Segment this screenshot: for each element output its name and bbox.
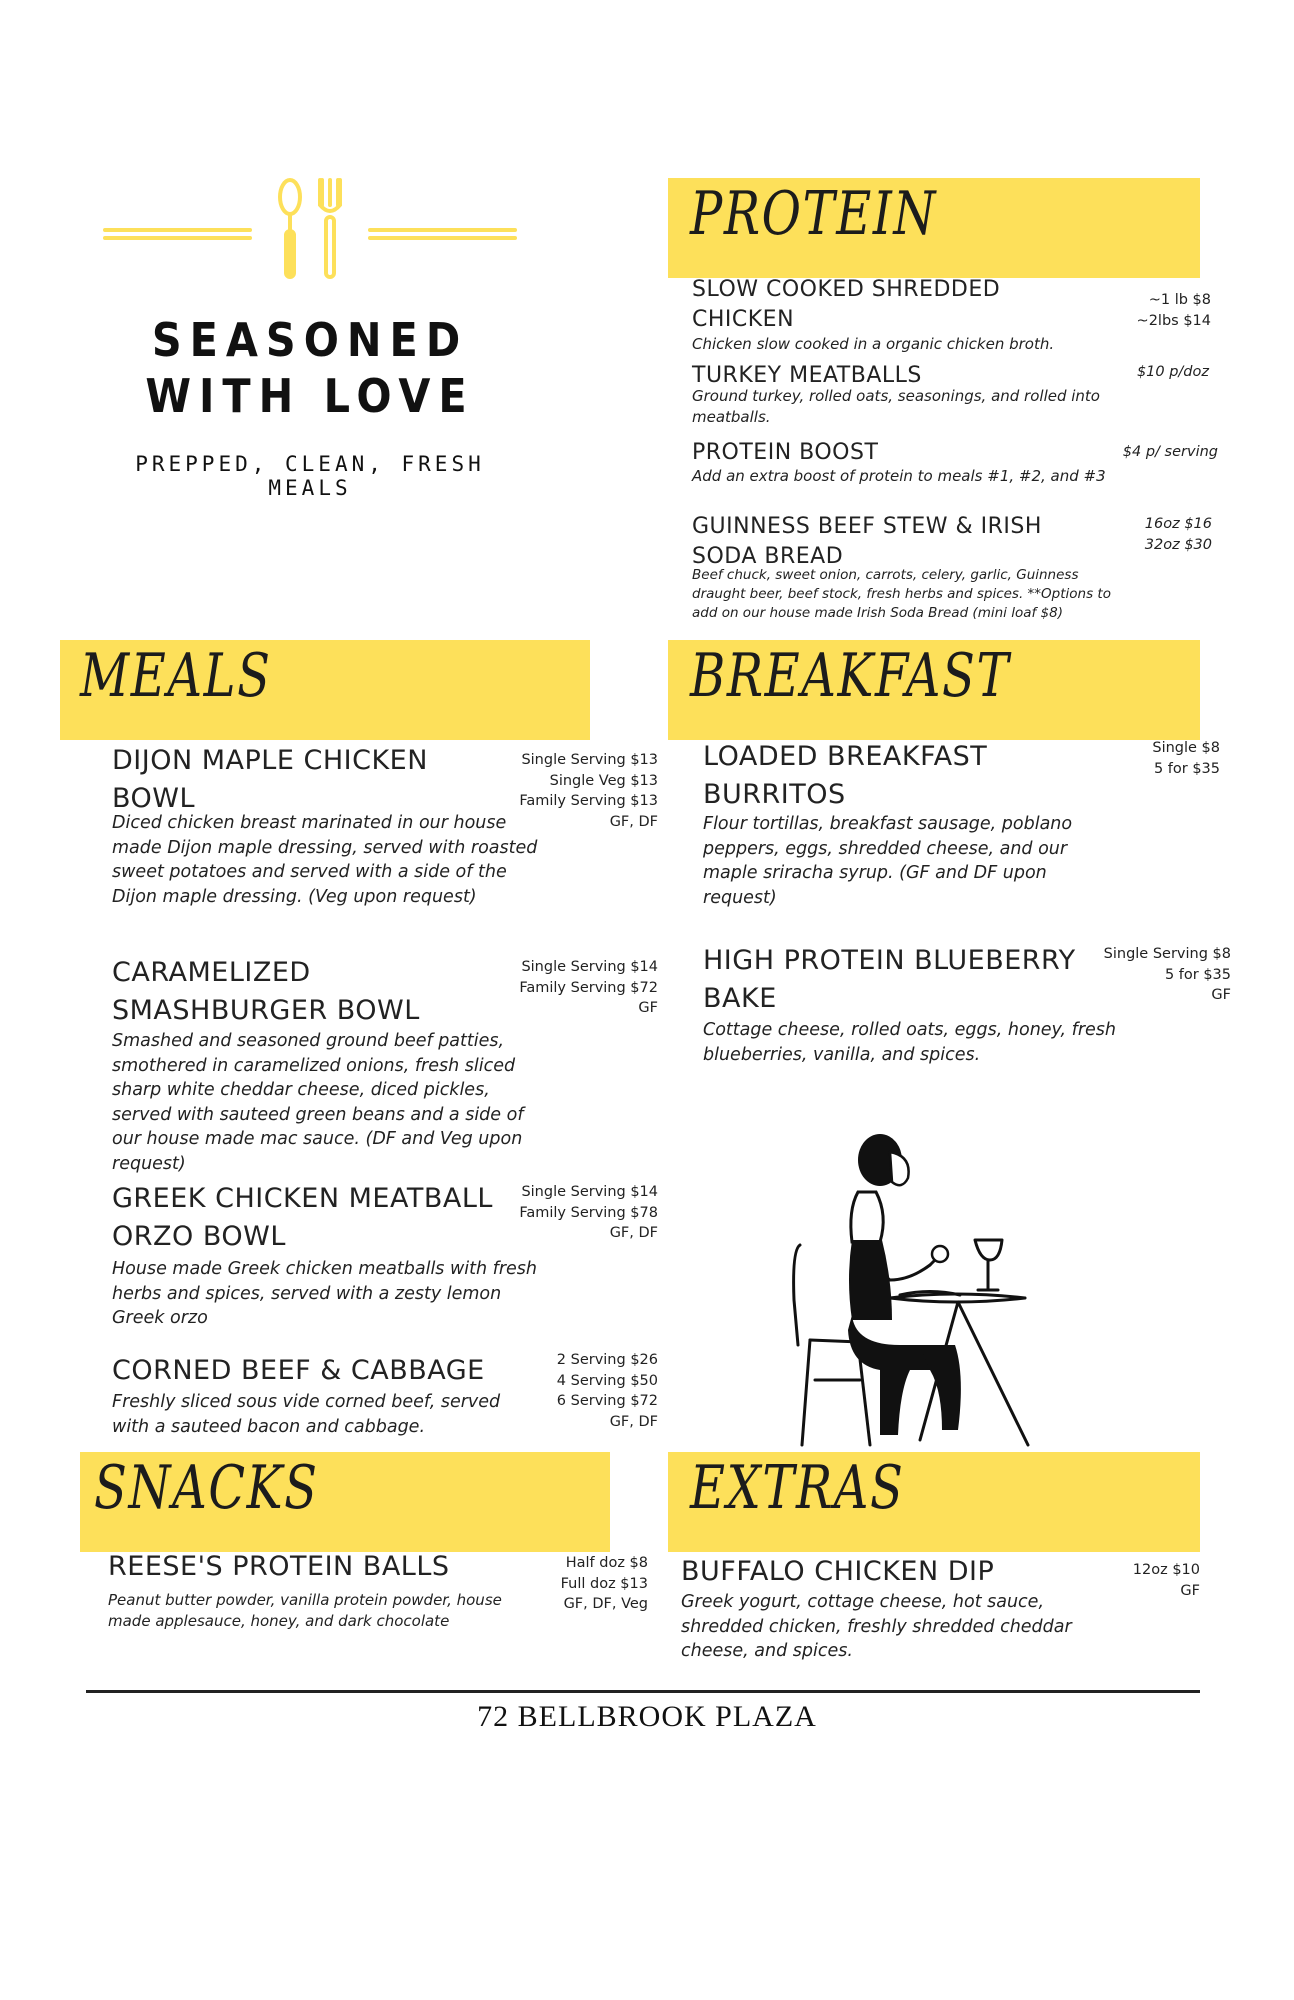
menu-item-price: Single Serving $13 Single Veg $13 Family Serving $13 GF, DF [519,752,658,830]
brand-tagline: PREPPED, CLEAN, FRESH MEALS [135,452,485,500]
logo [100,175,520,285]
brand-title: SEASONED WITH LOVE [145,313,475,423]
snacks-heading: SNACKS [94,1453,319,1523]
menu-item-description: Peanut butter powder, vanilla protein powder, house made applesauce, honey, and dark chocolate [108,1591,502,1630]
menu-item-description: Add an extra boost of protein to meals #1, #2, and #3 [692,467,1106,485]
menu-item-name: TURKEY MEATBALLS [692,363,922,388]
extras-heading-band [668,1452,1200,1552]
menu-item-name: SLOW COOKED SHREDDED CHICKEN [692,277,1001,332]
menu-item-description: Freshly sliced sous vide corned beef, served with a sauteed bacon and cabbage. [112,1392,501,1437]
menu-item-price: 12oz $10 GF [1132,1562,1200,1599]
menu-item-description: Flour tortillas, breakfast sausage, poblano peppers, eggs, shredded cheese, and our maple sriracha syrup. (GF and DF upon request) [703,814,1073,908]
breakfast-heading-band [668,640,1200,740]
snacks-heading-band [80,1452,610,1552]
footer-divider [86,1690,1200,1693]
menu-item-name: LOADED BREAKFAST BURRITOS [703,741,988,810]
menu-item-description: Ground turkey, rolled oats, seasonings, and rolled into meatballs. [692,387,1100,426]
menu-item-price: $4 p/ serving [1122,444,1218,460]
menu-item-description: Smashed and seasoned ground beef patties, smothered in caramelized onions, fresh sliced sharp white cheddar cheese, diced pickles, served with sauteed green beans and a side of our house made mac sauce. (DF and Veg upon request) [112,1031,524,1174]
menu-item-description: Cottage cheese, rolled oats, eggs, honey, fresh blueberries, vanilla, and spices. [703,1020,1117,1065]
menu-item-name: BUFFALO CHICKEN DIP [681,1556,995,1587]
menu-item-price: Single $8 5 for $35 [1152,740,1220,777]
menu-item-name: CORNED BEEF & CABBAGE [112,1355,485,1386]
menu-item-price: 16oz $16 32oz $30 [1144,516,1212,553]
protein-heading: PROTEIN [690,179,938,249]
breakfast-heading: BREAKFAST [690,641,1011,711]
menu-item-price: 2 Serving $26 4 Serving $50 6 Serving $72 GF, DF [556,1352,658,1430]
menu-item-description: Greek yogurt, cottage cheese, hot sauce, shredded chicken, freshly shredded cheddar cheese, and spices. [681,1592,1072,1661]
menu-item-description: House made Greek chicken meatballs with fresh herbs and spices, served with a zesty lemon Greek orzo [112,1259,538,1328]
meals-heading: MEALS [80,641,272,711]
menu-item-price: Single Serving $14 Family Serving $72 GF [519,959,658,1016]
menu-item-name: HIGH PROTEIN BLUEBERRY BAKE [703,945,1076,1014]
menu-item-price: Half doz $8 Full doz $13 GF, DF, Veg [560,1555,648,1612]
menu-item-name: GREEK CHICKEN MEATBALL ORZO BOWL [112,1183,493,1252]
menu-item-description: Beef chuck, sweet onion, carrots, celery, garlic, Guinness draught beer, beef stock, fresh herbs and spices. **Options to add on our house made Irish Soda Bread (mini loaf $8) [692,567,1111,621]
meals-heading-band [60,640,590,740]
menu-item-name: DIJON MAPLE CHICKEN BOWL [112,745,428,814]
protein-heading-band [668,178,1200,278]
menu-item-description: Chicken slow cooked in a organic chicken broth. [692,335,1055,353]
menu-item-description: Diced chicken breast marinated in our house made Dijon maple dressing, served with roasted sweet potatoes and served with a side of the Dijon maple dressing. (Veg upon request) [112,813,538,907]
footer-address: 72 BELLBROOK PLAZA [477,1700,817,1733]
menu-item-price: Single Serving $8 5 for $35 GF [1103,946,1231,1003]
menu-item-name: GUINNESS BEEF STEW & IRISH SODA BREAD [692,514,1042,569]
menu-item-name: CARAMELIZED SMASHBURGER BOWL [112,957,420,1026]
extras-heading: EXTRAS [690,1453,905,1523]
menu-item-price: Single Serving $14 Family Serving $78 GF, DF [519,1184,658,1241]
menu-item-price: ~1 lb $8 ~2lbs $14 [1136,292,1211,329]
menu-item-name: PROTEIN BOOST [692,440,879,465]
spoon-fork-icon [100,175,520,285]
menu-item-price: $10 p/doz [1136,364,1209,380]
woman-dining-illustration [780,1130,1060,1450]
menu-item-name: REESE'S PROTEIN BALLS [108,1551,450,1582]
